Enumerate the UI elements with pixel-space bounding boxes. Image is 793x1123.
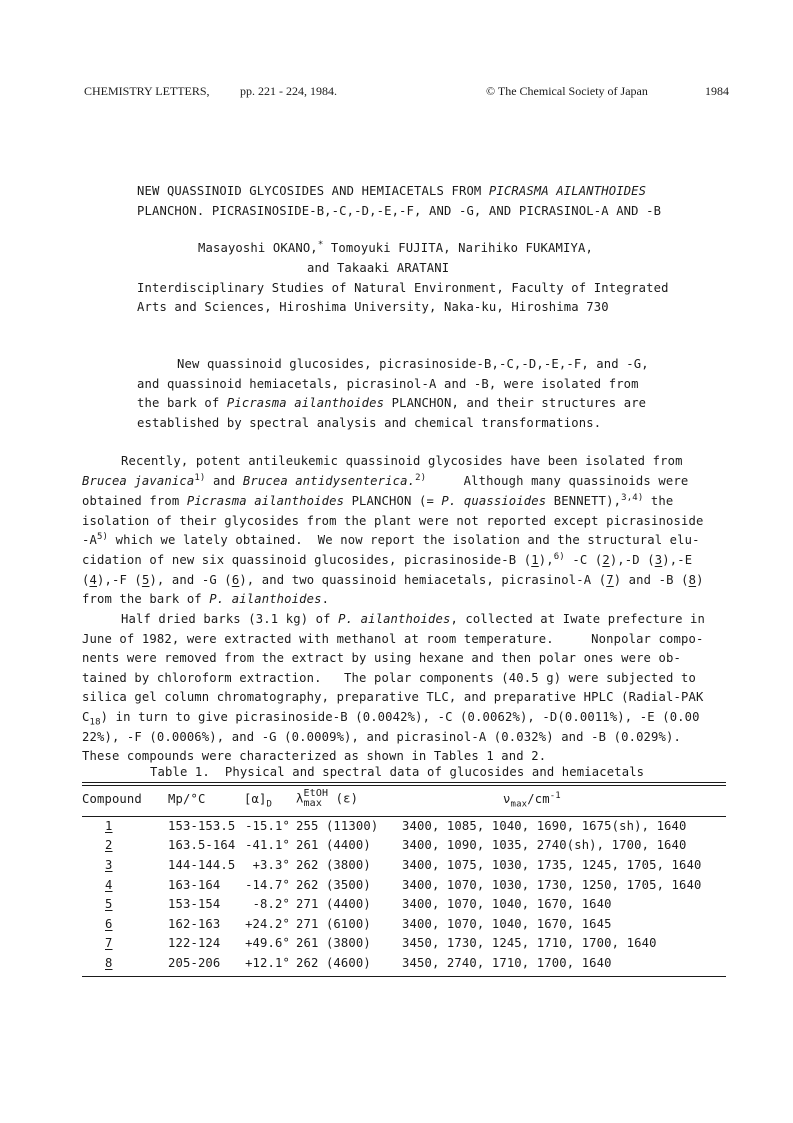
ir-bands: 3400, 1090, 1035, 2740(sh), 1700, 1640 — [402, 838, 687, 853]
table-row — [82, 816, 726, 836]
melting-point: 162-163 — [168, 916, 221, 931]
uv-absorption: 271 (4400) — [296, 897, 371, 912]
body-line: (4),-F (5), and -G (6), and two quassinoid hemiacetals, picrasinol-A (7) and -B (8) — [82, 573, 704, 587]
col-header-compound: Compound — [82, 791, 142, 806]
body-line: from the bark of P. ailanthoides. — [82, 592, 330, 606]
compound-number: 8 — [105, 955, 113, 970]
ir-bands: 3400, 1070, 1040, 1670, 1645 — [402, 916, 612, 931]
col-header-ir: $\nu_{max}/cm^{-1}$ — [503, 790, 561, 809]
ir-bands: 3450, 1730, 1245, 1710, 1700, 1640 — [402, 936, 657, 951]
journal-name: CHEMISTRY LETTERS, — [84, 84, 210, 98]
optical-rotation: -8.2° — [252, 897, 290, 912]
article-title-line-2: PLANCHON. PICRASINOSIDE-B,-C,-D,-E,-F, AND -G, AND PICRASINOL-A AND -B — [137, 204, 662, 218]
optical-rotation: +49.6° — [245, 936, 290, 951]
table-row — [82, 914, 726, 934]
optical-rotation: +24.2° — [245, 916, 290, 931]
compound-number: 4 — [105, 877, 113, 892]
uv-absorption: 262 (3500) — [296, 877, 371, 892]
body-line: 22%), -F (0.0006%), and -G (0.0009%), and picrasinol-A (0.032%) and -B (0.029%). — [82, 730, 681, 744]
body-line: These compounds were characterized as shown in Tables 1 and 2. — [82, 749, 547, 763]
table-header-row — [82, 781, 726, 816]
article-title-line-1: NEW QUASSINOID GLYCOSIDES AND HEMIACETALS FROM PICRASMA AILANTHOIDES — [137, 184, 647, 198]
abstract-line-2: and quassinoid hemiacetals, picrasinol-A and -B, were isolated from — [137, 377, 639, 391]
compound-number: 1 — [105, 818, 113, 833]
melting-point: 163-164 — [168, 877, 221, 892]
table-caption: Table 1. Physical and spectral data of glucosides and hemiacetals — [150, 765, 645, 779]
melting-point: 163.5-164 — [168, 838, 236, 853]
optical-rotation: -15.1° — [245, 818, 290, 833]
body-line: isolation of their glycosides from the plant were not reported except picrasinoside — [82, 514, 704, 528]
compound-number: 3 — [105, 857, 113, 872]
compound-number: 6 — [105, 916, 113, 931]
data-table — [82, 781, 726, 973]
body-line: tained by chloroform extraction. The polar components (40.5 g) were subjected to — [82, 671, 696, 685]
uv-absorption: 262 (4600) — [296, 955, 371, 970]
body-line: silica gel column chromatography, preparative TLC, and preparative HPLC (Radial-PAK — [82, 690, 704, 704]
ir-bands: 3400, 1070, 1040, 1670, 1640 — [402, 897, 612, 912]
melting-point: 144-144.5 — [168, 857, 236, 872]
table-bottom-rule — [82, 976, 726, 977]
ir-bands: 3450, 2740, 1710, 1700, 1640 — [402, 955, 612, 970]
col-header-uv: λ EtOH max (ε) — [296, 787, 359, 809]
uv-absorption: 262 (3800) — [296, 857, 371, 872]
optical-rotation: +12.1° — [245, 955, 290, 970]
affiliation-line-2: Arts and Sciences, Hiroshima University, Naka-ku, Hiroshima 730 — [137, 300, 609, 314]
optical-rotation: +3.3° — [252, 857, 290, 872]
body-line: cidation of new six quassinoid glucosides, picrasinoside-B (1),$^{6)}$ -C (2),-D (3),-E — [82, 551, 693, 567]
body-line: Recently, potent antileukemic quassinoid glycosides have been isolated from — [121, 454, 683, 468]
copyright-notice: © The Chemical Society of Japan — [486, 84, 648, 98]
compound-number: 5 — [105, 897, 113, 912]
uv-absorption: 255 (11300) — [296, 818, 379, 833]
page-range: pp. 221 - 224, 1984. — [240, 84, 337, 98]
table-row — [82, 894, 726, 914]
ir-bands: 3400, 1075, 1030, 1735, 1245, 1705, 1640 — [402, 857, 702, 872]
uv-absorption: 271 (6100) — [296, 916, 371, 931]
ir-bands: 3400, 1070, 1030, 1730, 1250, 1705, 1640 — [402, 877, 702, 892]
body-line: June of 1982, were extracted with methanol at room temperature. Nonpolar compo- — [82, 632, 704, 646]
abstract-line-1: New quassinoid glucosides, picrasinoside-B,-C,-D,-E,-F, and -G, — [177, 357, 649, 371]
table-row — [82, 953, 726, 973]
body-line: Half dried barks (3.1 kg) of P. ailanthoides, collected at Iwate prefecture in — [121, 612, 706, 626]
affiliation-line-1: Interdisciplinary Studies of Natural Environment, Faculty of Integrated — [137, 281, 669, 295]
optical-rotation: -41.1° — [245, 838, 290, 853]
table-body — [82, 816, 726, 973]
body-line: $C_{18}$) in turn to give picrasinoside-B (0.0042%), -C (0.0062%), -D(0.0011%), -E (0.00 — [82, 710, 700, 728]
melting-point: 205-206 — [168, 955, 221, 970]
table-row — [82, 836, 726, 856]
table-row — [82, 855, 726, 875]
body-line: Brucea javanica$^{1)}$ and Brucea antidysenterica.$^{2)}$ Although many quassinoids were — [82, 472, 689, 488]
author-list-line-2: and Takaaki ARATANI — [307, 261, 450, 275]
body-line: nents were removed from the extract by using hexane and then polar ones were ob- — [82, 651, 681, 665]
ir-bands: 3400, 1085, 1040, 1690, 1675(sh), 1640 — [402, 818, 687, 833]
melting-point: 122-124 — [168, 936, 221, 951]
optical-rotation: -14.7° — [245, 877, 290, 892]
abstract-line-3: the bark of Picrasma ailanthoides PLANCHON, and their structures are — [137, 396, 647, 410]
uv-absorption: 261 (3800) — [296, 936, 371, 951]
col-header-rotation: $[\alpha]_D$ — [244, 791, 273, 809]
compound-number: 7 — [105, 936, 113, 951]
body-line: $-A^{5)}$ which we lately obtained. We now report the isolation and the structural elu- — [82, 531, 700, 547]
melting-point: 153-153.5 — [168, 818, 236, 833]
body-line: obtained from Picrasma ailanthoides PLANCHON (= P. quassioides BENNETT),$^{3,4)}$ the — [82, 492, 674, 508]
abstract-line-4: established by spectral analysis and chemical transformations. — [137, 416, 602, 430]
compound-number: 2 — [105, 838, 113, 853]
melting-point: 153-154 — [168, 897, 221, 912]
col-header-mp: Mp/°C — [168, 791, 206, 806]
header-year: 1984 — [705, 84, 729, 98]
table-row — [82, 875, 726, 895]
author-list-line-1: Masayoshi OKANO,* Tomoyuki FUJITA, Narihiko FUKAMIYA, — [198, 239, 593, 255]
uv-absorption: 261 (4400) — [296, 838, 371, 853]
table-row — [82, 934, 726, 954]
